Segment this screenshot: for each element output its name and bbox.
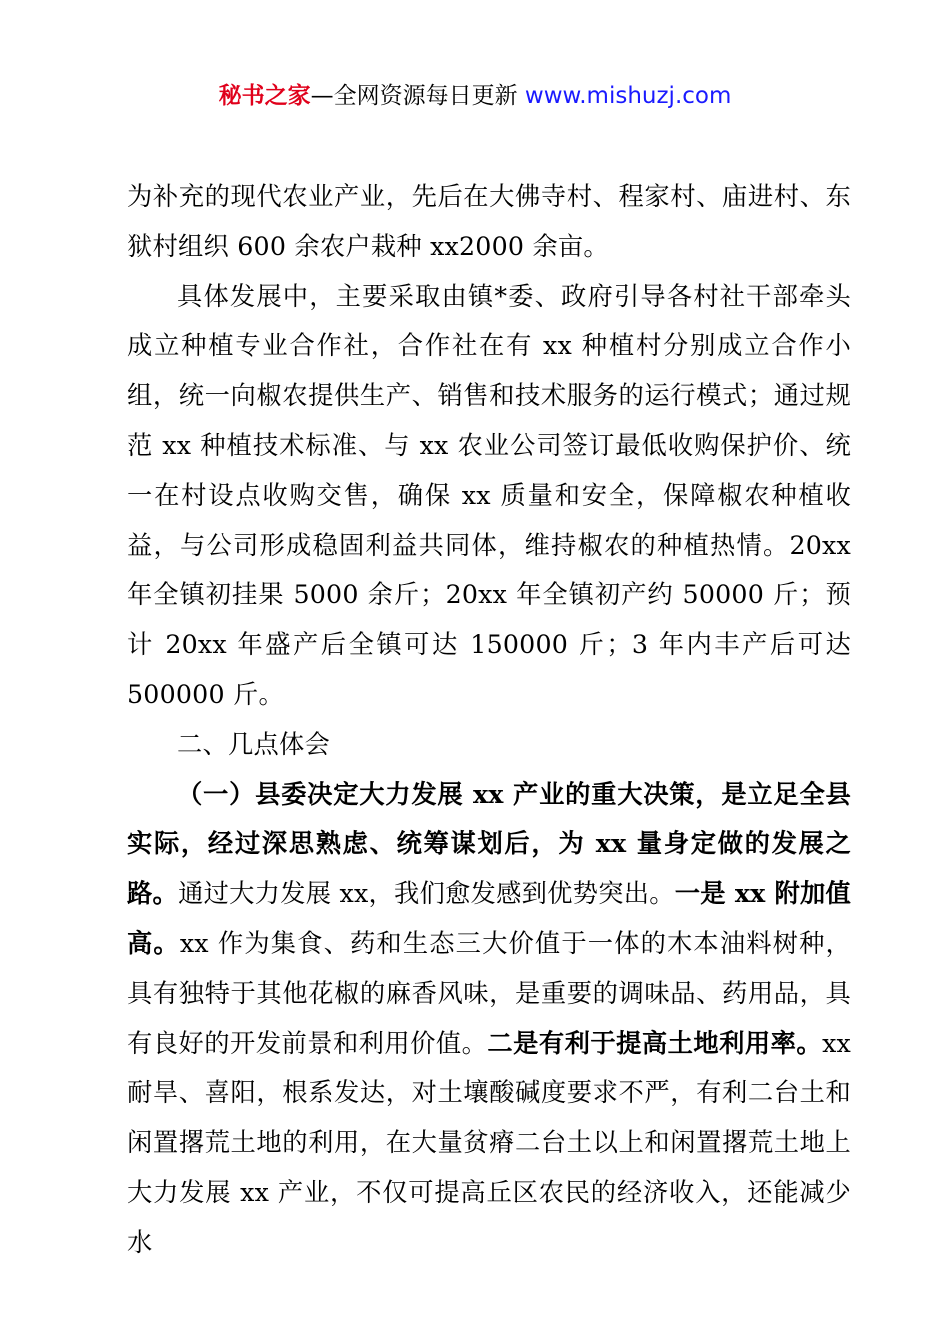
header-url-link[interactable]: www.mishuzj.com [524, 83, 732, 109]
document-header [0, 80, 950, 112]
bold-point-two: 二是有利于提高土地利用率。 [487, 1027, 823, 1058]
paragraph-text: 通过大力发展 xx，我们愈发感到优势突出。 [178, 879, 675, 909]
paragraph-text: xx 耐旱、喜阳，根系发达，对土壤酸碱度要求不严，有利二台土和闲置撂荒土地的利用，在大量贫瘠二台土以上和闲置撂荒土地上大力发展 xx 产业，不仅可提高丘区农民的经济收入，还能减少水 [127, 1028, 851, 1257]
header-tagline: —全网资源每日更新 [310, 83, 525, 109]
paragraph-development: 具体发展中，主要采取由镇*委、政府引导各村社干部牵头成立种植专业合作社，合作社在有 xx 种植村分别成立合作小组，统一向椒农提供生产、销售和技术服务的运行模式；通过规范 xx 种植技术标准、与 xx 农业公司签订最低收购保护价、统一在村设点收购交售，确保 xx 质量和安全，保障椒农种植收益，与公司形成稳固利益共同体，维持椒农的种植热情。20xx 年全镇初挂果 5000 余斤；20xx 年全镇初产约 50000 斤；预计 20xx 年盛产后全镇可达 150000 斤；3 年内丰产后可达 500000 斤。 [127, 281, 851, 709]
bold-point-one: 一是 xx 附加值高。 [127, 878, 852, 958]
bold-lead-statement: （一）县委决定大力发展 xx 产业的重大决策，是立足全县实际，经过深思熟虑、统筹谋划后，为 xx 量身定做的发展之路。 [127, 778, 851, 909]
paragraph-experience-one [127, 770, 851, 1268]
section-heading-experience: 二、几点体会 [177, 729, 330, 759]
header-brand: 秘书之家 [218, 83, 311, 109]
document-body [127, 172, 851, 1268]
paragraph-text: xx 作为集食、药和生态三大价值于一体的木本油料树种，具有独特于其他花椒的麻香风味，是重要的调味品、药用品，具有良好的开发前景和利用价值。 [127, 928, 851, 1058]
paragraph-continuation: 为补充的现代农业产业，先后在大佛寺村、程家村、庙进村、东狱村组织 600 余农户栽种 xx2000 余亩。 [127, 182, 851, 261]
